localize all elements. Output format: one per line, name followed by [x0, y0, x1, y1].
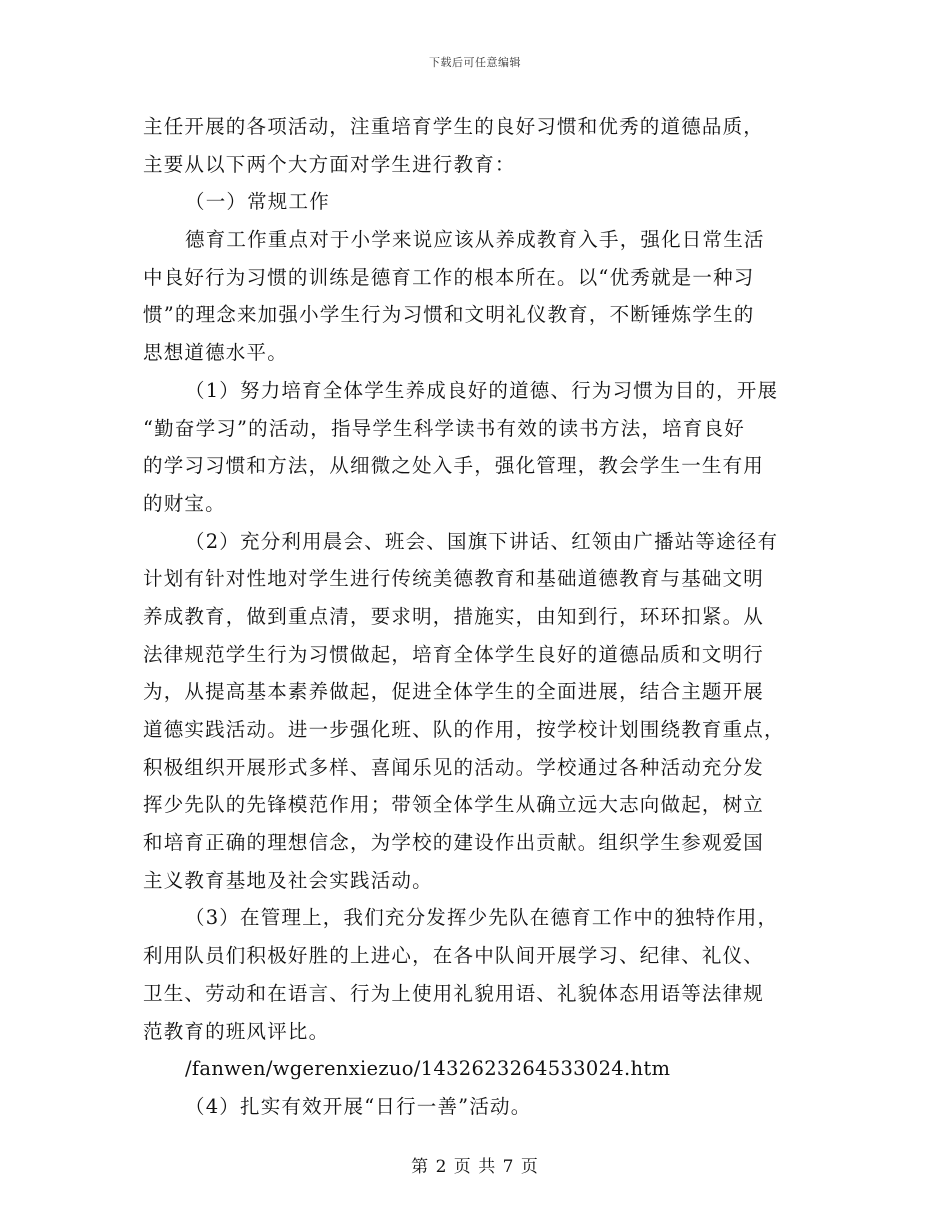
page-header-note: 下载后可任意编辑 [429, 56, 521, 69]
paragraph-line: 主任开展的各项活动，注重培育学生的良好习惯和优秀的道德品质， [143, 115, 765, 138]
paragraph-line: 思想道德水平。 [143, 341, 288, 365]
paragraph-line: 德育工作重点对于小学来说应该从养成教育入手，强化日常生活 [185, 228, 765, 252]
paragraph-line: 惯”的理念来加强小学生行为习惯和文明礼仪教育，不断锤炼学生的 [143, 303, 755, 327]
paragraph-line: 为，从提高基本素养做起，促进全体学生的全面进展，结合主题开展 [143, 680, 765, 704]
paragraph-line: （1）努力培育全体学生养成良好的道德、行为习惯为目的，开展 [185, 378, 779, 402]
paragraph-line: 利用队员们积极好胜的上进心，在各中队间开展学习、纪律、礼仪、 [143, 944, 765, 968]
paragraph-line: 积极组织开展形式多样、喜闻乐见的活动。学校通过各种活动充分发 [143, 755, 765, 779]
paragraph-line: 卫生、劳动和在语言、行为上使用礼貌用语、礼貌体态用语等法律规 [143, 981, 765, 1005]
paragraph-line: 计划有针对性地对学生进行传统美德教育和基础道德教育与基础文明 [143, 567, 765, 591]
paragraph-line: “勤奋学习”的活动，指导学生科学读书有效的读书方法，培育良好 [143, 416, 745, 440]
paragraph-line: 法律规范学生行为习惯做起，培育全体学生良好的道德品质和文明行 [143, 642, 765, 666]
url-line: /fanwen/wgerenxiezuo/1432623264533024.htm [185, 1057, 671, 1081]
paragraph-line: 道德实践活动。进一步强化班、队的作用，按学校计划围绕教育重点， [143, 718, 785, 741]
page-number-footer: 第 2 页 共 7 页 [411, 1157, 539, 1177]
paragraph-line: （2）充分利用晨会、班会、国旗下讲话、红领由广播站等途径有 [185, 529, 779, 553]
document-body [143, 108, 813, 1126]
paragraph-line: 养成教育，做到重点清，要求明，措施实，由知到行，环环扣紧。从 [143, 604, 765, 628]
paragraph-line: 中良好行为习惯的训练是德育工作的根本所在。以“优秀就是一种习 [143, 265, 755, 289]
section-heading: （一）常规工作 [185, 190, 330, 214]
paragraph-line: 主义教育基地及社会实践活动。 [143, 868, 433, 892]
paragraph-line: 和培育正确的理想信念，为学校的建设作出贡献。组织学生参观爱国 [143, 831, 765, 855]
paragraph-line: 的财宝。 [143, 491, 226, 515]
paragraph-line: （3）在管理上，我们充分发挥少先队在德育工作中的独特作用， [185, 906, 779, 930]
paragraph-line: （4）扎实有效开展“日行一善”活动。 [185, 1094, 532, 1118]
paragraph-line: 的学习习惯和方法，从细微之处入手，强化管理，教会学生一生有用 [143, 454, 765, 478]
paragraph-line: 挥少先队的先锋模范作用；带领全体学生从确立远大志向做起，树立 [143, 793, 765, 817]
paragraph-line: 主要从以下两个大方面对学生进行教育： [143, 152, 516, 176]
paragraph-line: 范教育的班风评比。 [143, 1019, 330, 1043]
